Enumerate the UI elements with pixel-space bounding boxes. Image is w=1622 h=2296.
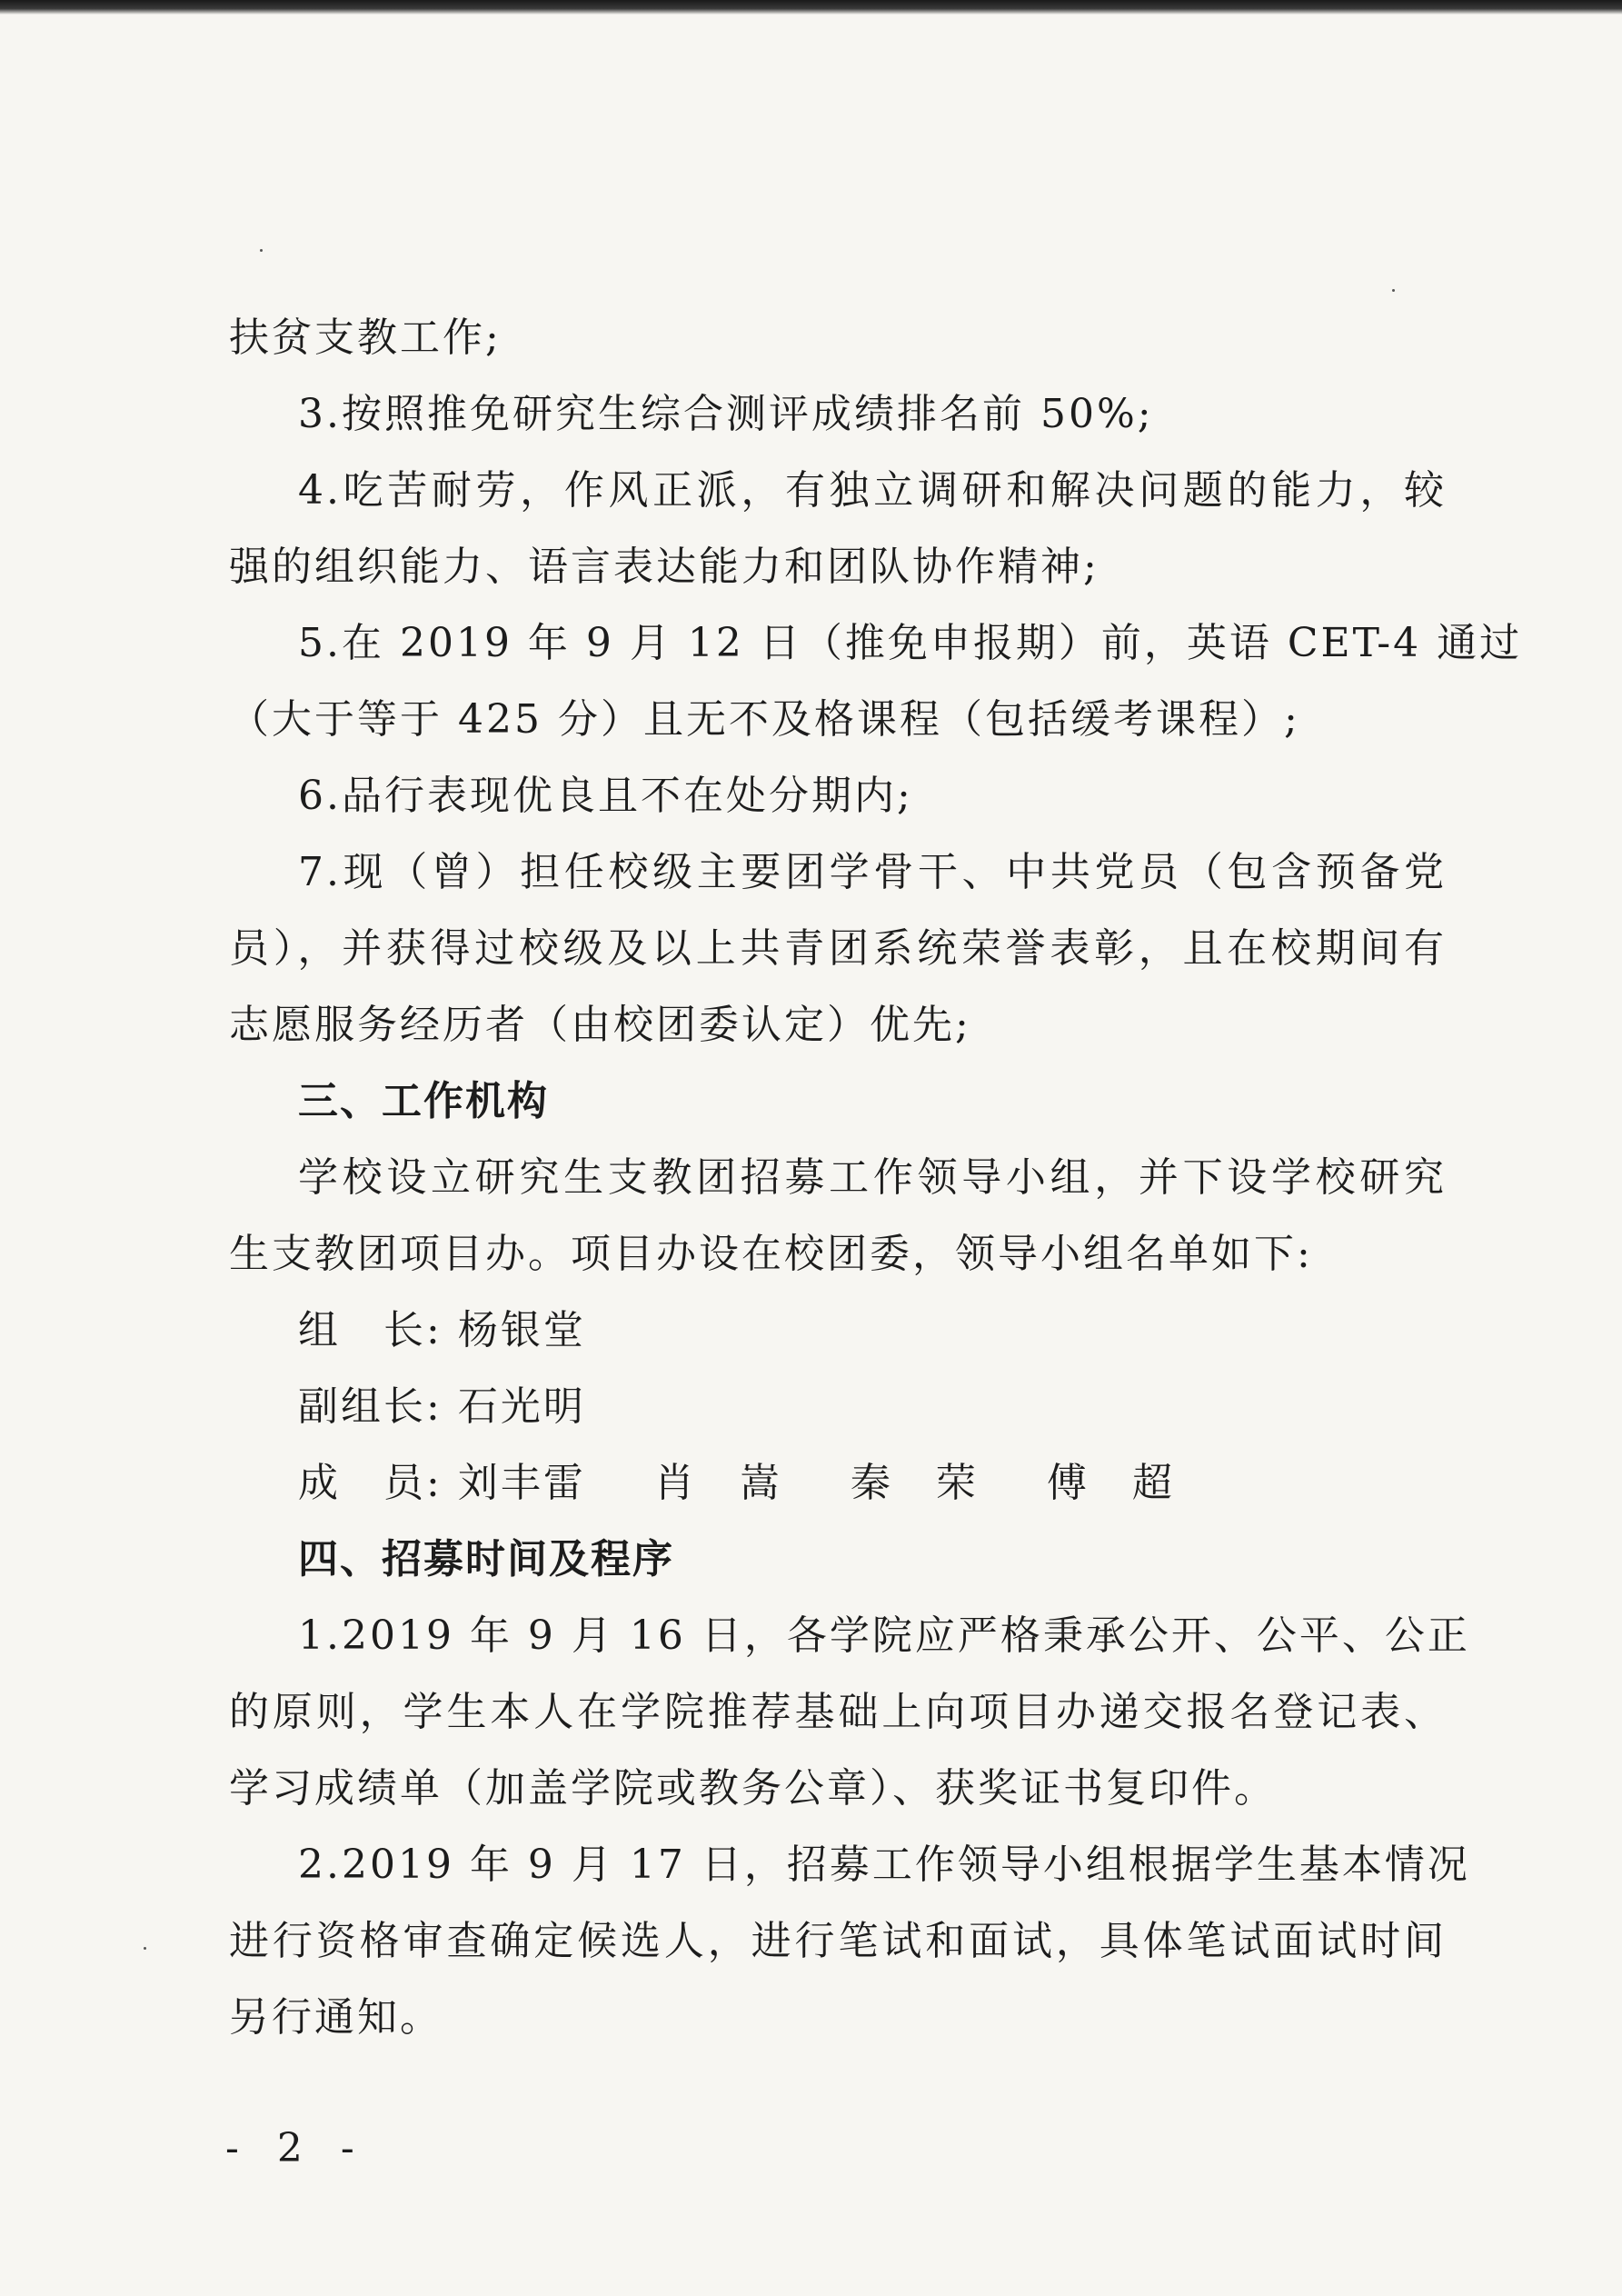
page-number: - 2 -: [225, 2125, 367, 2171]
paragraph-line: 学校设立研究生支教团招募工作领导小组，并下设学校研究: [298, 1154, 1447, 1201]
scan-speck: [144, 1947, 146, 1950]
criteria-item-3: 3.按照推免研究生综合测评成绩排名前 50%;: [298, 391, 1154, 437]
section-heading-recruitment: 四、招募时间及程序: [298, 1536, 674, 1582]
deputy-label: 副组长:: [298, 1383, 443, 1430]
document-body: [229, 300, 1523, 2056]
members-label: 成 员:: [298, 1460, 443, 1506]
scan-speck: [260, 249, 263, 252]
paragraph-line: 员），并获得过校级及以上共青团系统荣誉表彰，且在校期间有: [229, 925, 1447, 972]
section-heading-organization: 三、工作机构: [298, 1078, 549, 1124]
procedure-step-2: 2.2019 年 9 月 17 日，招募工作领导小组根据学生基本情况: [298, 1842, 1470, 1888]
leader-name: 杨银堂: [457, 1307, 586, 1353]
deputy-leader-row: [229, 1369, 1447, 1445]
procedure-step-1: 1.2019 年 9 月 16 日，各学院应严格秉承公开、公平、公正: [298, 1612, 1470, 1659]
deputy-name: 石光明: [457, 1383, 586, 1430]
member-name: 刘丰雷: [457, 1460, 586, 1506]
members-row: [229, 1445, 1447, 1522]
paragraph-line: 志愿服务经历者（由校团委认定）优先;: [229, 1002, 971, 1048]
paragraph-line: （大于等于 425 分）且无不及格课程（包括缓考课程）;: [229, 696, 1300, 743]
criteria-item-4: 4.吃苦耐劳，作风正派，有独立调研和解决问题的能力，较: [298, 467, 1447, 514]
paragraph-line: 生支教团项目办。项目办设在校团委，领导小组名单如下:: [229, 1231, 1313, 1277]
leader-row: [229, 1293, 1447, 1369]
member-name: 傅 超: [1046, 1460, 1175, 1506]
scan-top-edge: [0, 0, 1622, 15]
paragraph-line: 的原则，学生本人在学院推荐基础上向项目办递交报名登记表、: [229, 1689, 1447, 1735]
scan-speck: [1392, 289, 1395, 292]
member-name: 肖 嵩: [653, 1460, 782, 1506]
member-name: 秦 荣: [850, 1460, 979, 1506]
paragraph-line: 另行通知。: [229, 1994, 443, 2041]
paragraph-line: 强的组织能力、语言表达能力和团队协作精神;: [229, 544, 1100, 590]
paragraph-line: 学习成绩单（加盖学院或教务公章）、获奖证书复印件。: [229, 1765, 1277, 1812]
leader-label: 组 长:: [298, 1307, 443, 1353]
criteria-item-6: 6.品行表现优良且不在处分期内;: [298, 773, 913, 819]
paragraph-line: 扶贫支教工作;: [229, 314, 502, 361]
criteria-item-7: 7.现（曾）担任校级主要团学骨干、中共党员（包含预备党: [298, 849, 1447, 895]
criteria-item-5: 5.在 2019 年 9 月 12 日（推免申报期）前，英语 CET-4 通过: [298, 620, 1523, 666]
paragraph-line: 进行资格审查确定候选人，进行笔试和面试，具体笔试面试时间: [229, 1918, 1447, 1964]
